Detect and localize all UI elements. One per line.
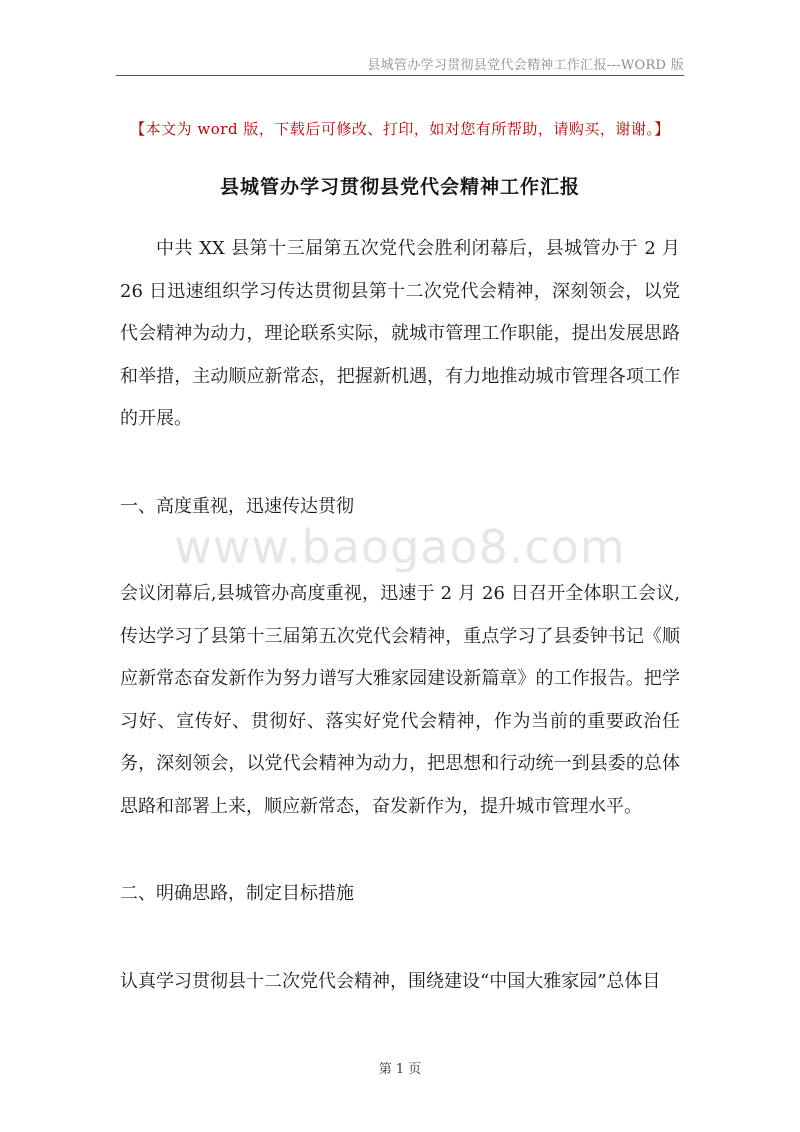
section-heading-2: 二、明确思路，制定目标措施 xyxy=(120,883,354,904)
section-body-1: 会议闭幕后,县城管办高度重视，迅速于 2 月 26 日召开全体职工会议,传达学习了县第十三届第五次党代会精神，重点学习了县委钟书记《顺应新常态奋发新作为努力谱写大雅家园建设新篇章》的工作报告。把学习好、宣传好、贯彻好、落实好党代会精神，作为当前的重要政治任务，深刻领会，以党代会精神为动力，把思想和行动统一到县委的总体思路和部署上来，顺应新常态，奋发新作为，提升城市管理水平。 xyxy=(120,583,680,817)
watermark-text: www.baogao8.com xyxy=(174,520,626,574)
document-title: 县城管办学习贯彻县党代会精神工作汇报 xyxy=(219,176,580,198)
section-heading-1: 一、高度重视，迅速传达贯彻 xyxy=(120,495,354,517)
download-notice: 【本文为 word 版，下载后可修改、打印，如对您有所帮助，请购买，谢谢。】 xyxy=(130,120,670,138)
page-number: 第 1 页 xyxy=(378,1062,422,1077)
intro-paragraph: 中共 XX 县第十三届第五次党代会胜利闭幕后，县城管办于 2 月 26 日迅速组织学习传达贯彻县第十二次党代会精神，深刻领会，以党代会精神为动力，理论联系实际，就城市管理工作职能，提出发展思路和举措，主动顺应新常态，把握新机遇，有力地推动城市管理各项工作的开展。 xyxy=(120,238,680,429)
header-divider xyxy=(116,75,684,76)
section-body-2: 认真学习贯彻县十二次党代会精神，围绕建设“中国大雅家园”总体目 xyxy=(120,970,661,992)
running-header: 县城管办学习贯彻县党代会精神工作汇报---WORD 版 xyxy=(367,58,684,73)
document-body xyxy=(120,228,680,1003)
